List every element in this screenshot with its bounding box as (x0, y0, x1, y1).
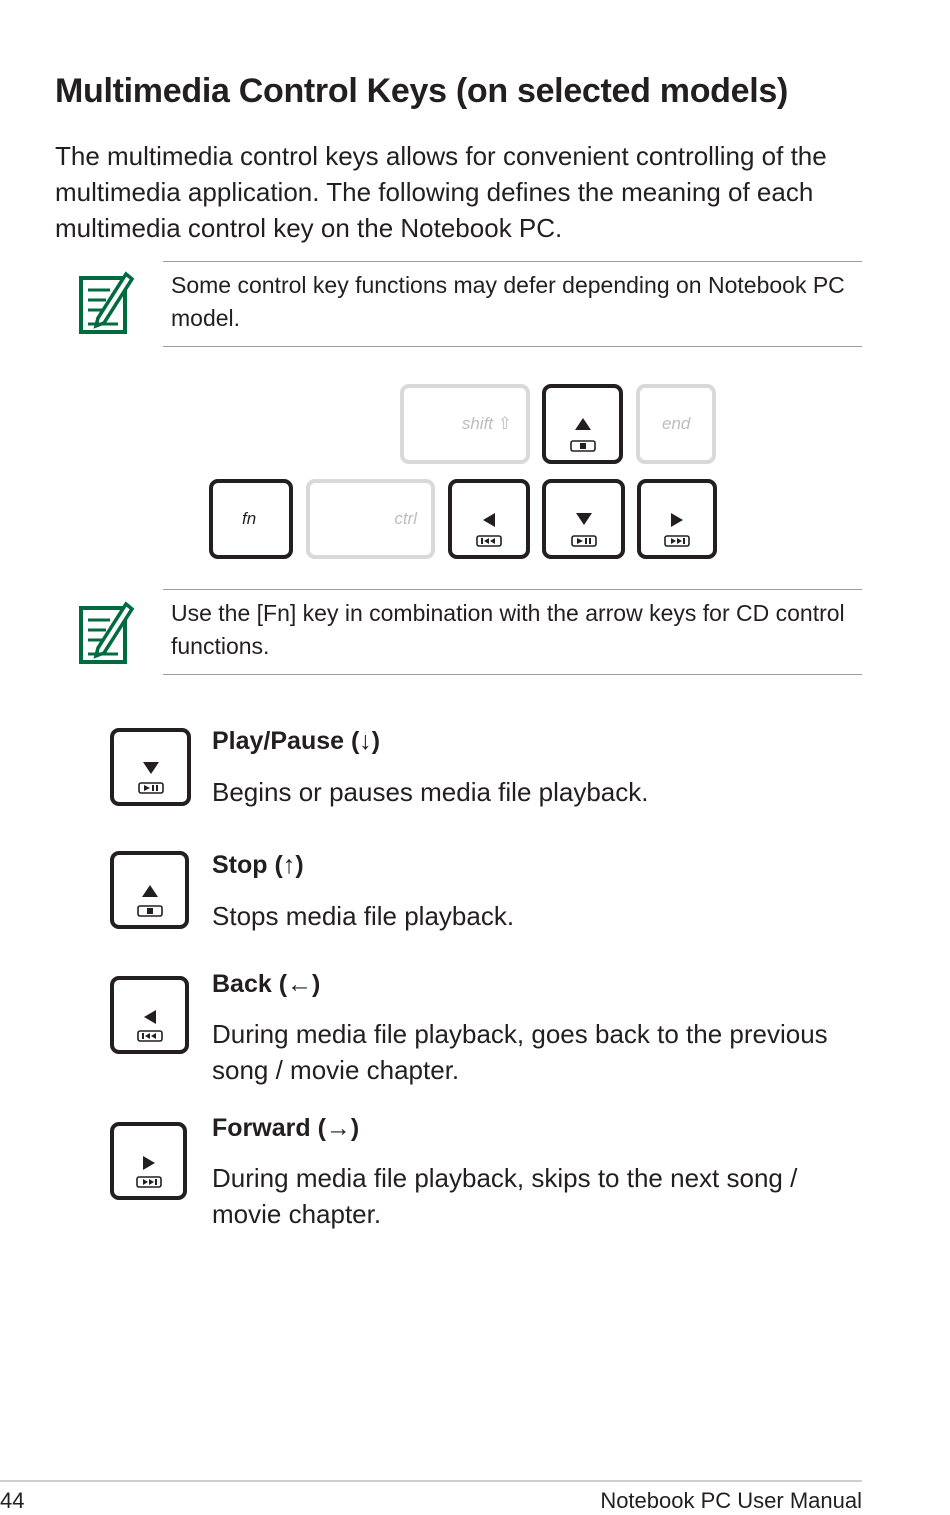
item-title: Play/Pause (↓) (212, 727, 381, 755)
ctrl-key (306, 479, 435, 559)
shift-key-label: shift ⇧ (461, 414, 512, 433)
up-arrow-icon (142, 885, 158, 897)
down-arrow-icon (576, 513, 592, 525)
stop-key-icon (110, 851, 189, 929)
stop-icon (570, 440, 596, 452)
stop-icon (137, 905, 163, 917)
play-pause-icon (571, 535, 597, 547)
fn-key-label: fn (242, 509, 257, 528)
page-title: Multimedia Control Keys (on selected models) (55, 72, 789, 110)
ctrl-key-label: ctrl (394, 509, 417, 528)
previous-track-icon (476, 535, 502, 547)
note-text: Use the [Fn] key in combination with the arrow keys for CD control functions. (171, 600, 845, 659)
stop-up-key (542, 384, 623, 464)
note-pencil-icon (78, 268, 136, 336)
page-number: 44 (0, 1488, 25, 1513)
play-pause-down-key (542, 479, 625, 559)
item-description: During media file playback, goes back to the previous song / movie chapter. (212, 1019, 828, 1085)
play-pause-key-icon (110, 728, 191, 806)
left-arrow-icon (483, 513, 495, 527)
end-key (636, 384, 716, 464)
left-arrow-icon (144, 1010, 156, 1024)
item-description: During media file playback, skips to the next song / movie chapter. (212, 1163, 798, 1229)
intro-paragraph: The multimedia control keys allows for convenient controlling of the multimedia application. The following defines the meaning of each multimedia control key on the Notebook PC. (55, 141, 827, 243)
note-pencil-icon (78, 598, 136, 666)
back-key-icon (110, 976, 189, 1054)
next-track-icon (664, 535, 690, 547)
down-arrow-icon (143, 762, 159, 774)
footer-divider (0, 1480, 862, 1482)
play-pause-icon (138, 782, 164, 794)
shift-key (400, 384, 530, 464)
forward-key-icon (110, 1122, 187, 1200)
end-key-label: end (662, 414, 691, 433)
next-track-icon (136, 1176, 162, 1188)
manual-title: Notebook PC User Manual (600, 1488, 862, 1513)
note-box (163, 261, 862, 347)
right-arrow-icon (143, 1156, 155, 1170)
item-title: Back (←) (212, 970, 321, 998)
item-description: Stops media file playback. (212, 901, 515, 931)
item-title: Stop (↑) (212, 851, 304, 879)
item-description: Begins or pauses media file playback. (212, 777, 649, 807)
note-text: Some control key functions may defer depending on Notebook PC model. (171, 272, 845, 331)
up-arrow-icon (575, 418, 591, 430)
item-title: Forward (→) (212, 1114, 360, 1142)
forward-right-key (637, 479, 717, 559)
fn-key (209, 479, 293, 559)
previous-track-icon (137, 1030, 163, 1042)
note-box (163, 589, 862, 675)
back-left-key (448, 479, 530, 559)
right-arrow-icon (671, 513, 683, 527)
